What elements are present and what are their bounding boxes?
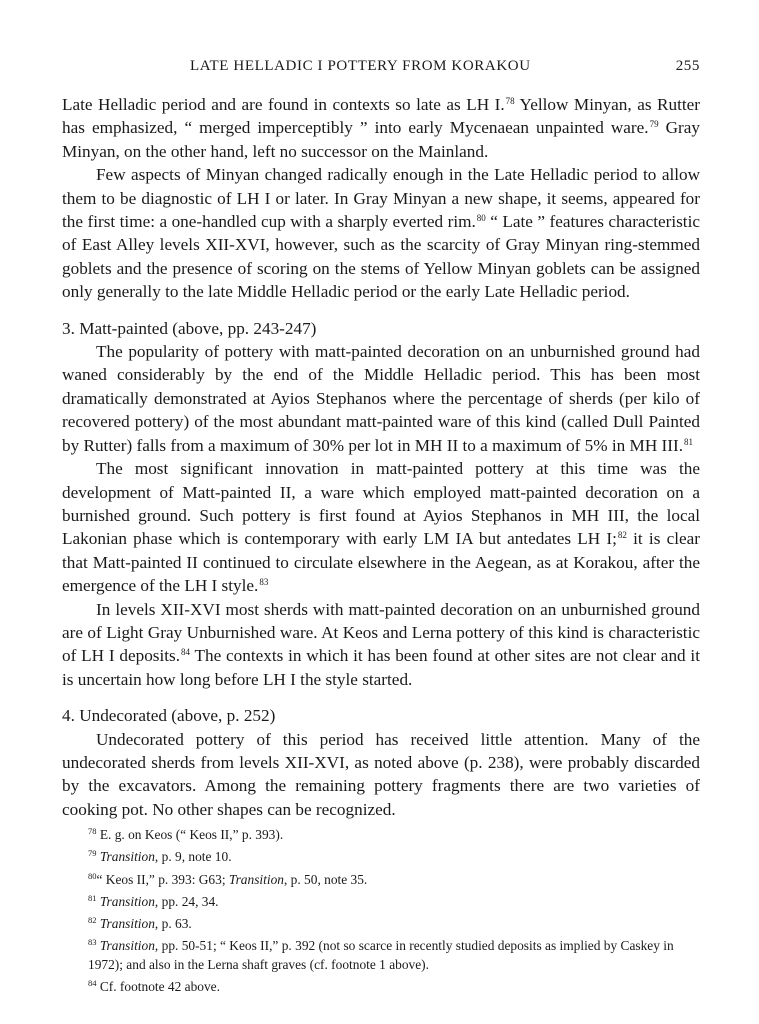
paragraph-6 <box>62 728 700 822</box>
footnote-ref-79: 79 <box>649 119 659 130</box>
footnote-84 <box>62 974 700 996</box>
footnote-italic: Transition <box>228 871 284 887</box>
running-header <box>62 58 700 80</box>
footnote-text: “ Keos II,” p. 393: G63; <box>96 871 229 887</box>
footnote-number: 80 <box>88 870 97 881</box>
footnote-italic: Transition <box>96 893 155 909</box>
footnote-81 <box>62 889 700 911</box>
footnote-italic: Transition <box>96 916 155 932</box>
footnote-number: 83 <box>88 937 97 948</box>
footnote-ref-83: 83 <box>259 577 269 588</box>
text-run: In levels XII-XVI most sherds with matt-painted decoration on an unburnished ground are of Light Gray Unburnished ware. At Keos and Lerna pottery of this kind is characteristic of LH I deposits. <box>62 599 700 666</box>
page-number: 255 <box>675 58 700 74</box>
text-run: Gray Minyan, on the other hand, left no successor on the Mainland. <box>62 118 700 161</box>
footnote-text: , p. 9, note 10. <box>154 849 232 865</box>
text-run: The most significant innovation in matt-painted pottery at this time was the development of Matt-painted II, a ware which employed matt-painted decoration on a burnished ground. Such pottery is first found at Ayios Stephanos in MH III, the local Lakonian phase which is contemporary with early LM IA but antedates LH I; <box>62 459 700 549</box>
footnote-82 <box>62 911 700 933</box>
paragraph-5 <box>62 598 700 692</box>
paragraph-2 <box>62 163 700 303</box>
footnote-ref-78: 78 <box>505 96 515 106</box>
body-text <box>62 93 700 821</box>
footnote-italic: Transition <box>96 938 155 954</box>
text-run: Yellow Minyan, as Rutter has emphasized, “ merged imperceptibly ” into early Mycenaean unpainted ware. <box>62 95 700 138</box>
section-heading-undecorated: 4. Undecorated (above, p. 252) <box>62 706 276 726</box>
paragraph-4 <box>62 457 700 597</box>
footnote-ref-82: 82 <box>617 530 627 541</box>
footnote-number: 84 <box>88 978 97 989</box>
footnote-text: , pp. 24, 34. <box>154 893 219 909</box>
footnote-number: 82 <box>88 915 97 926</box>
text-run: Undecorated pottery of this period has received little attention. Many of the undecorated sherds from levels XII-XVI, as noted above (p. 238), were probably discarded by the excavators. Among the remaining pottery fragments there are two varieties of cooking pot. No other shapes can be recognized. <box>62 729 700 819</box>
footnote-number: 79 <box>88 848 97 859</box>
footnote-text: , pp. 50-51; “ Keos II,” p. 392 (not so scarce in recently studied deposits as implied by Caskey in 1972); and also in the Lerna shaft graves (cf. footnote 1 above). <box>88 938 674 972</box>
footnote-ref-80: 80 <box>476 213 486 224</box>
footnotes <box>62 822 700 996</box>
paragraph-1 <box>62 93 700 163</box>
text-run: Late Helladic period and are found in contexts so late as LH I. <box>62 95 505 114</box>
footnote-number: 78 <box>88 826 97 836</box>
footnote-italic: Transition <box>96 849 155 865</box>
text-run: The contexts in which it has been found at other sites are not clear and it is uncertain how long before LH I the style started. <box>62 646 700 689</box>
footnote-ref-84: 84 <box>181 647 191 658</box>
footnote-number: 81 <box>88 892 97 903</box>
footnote-text: E. g. on Keos (“ Keos II,” p. 393). <box>96 827 284 842</box>
text-run: it is clear that Matt-painted II continued to circulate elsewhere in the Aegean, as at Korakou, after the emergence of the LH I style. <box>62 529 700 596</box>
footnote-83 <box>62 933 700 974</box>
section-heading-matt-painted: 3. Matt-painted (above, pp. 243-247) <box>62 318 317 338</box>
paragraph-3 <box>62 340 700 457</box>
footnote-text: , p. 63. <box>154 916 192 932</box>
footnote-80 <box>62 867 700 889</box>
footnote-ref-81: 81 <box>684 436 694 447</box>
footnote-text: Cf. footnote 42 above. <box>96 979 220 995</box>
footnote-79 <box>62 844 700 866</box>
text-run: Few aspects of Minyan changed radically enough in the Late Helladic period to allow them to be diagnostic of LH I or later. In Gray Minyan a new shape, it seems, appeared for the first time: a one-handled cup with a sharply everted rim. <box>62 165 700 232</box>
text-run: The popularity of pottery with matt-painted decoration on an unburnished ground had waned considerably by the end of the Middle Helladic period. This has been most dramatically demonstrated at Ayios Stephanos where the percentage of sherds (per kilo of recovered pottery) of the most abundant matt-painted ware of this kind (called Dull Painted by Rutter) falls from a maximum of 30% per lot in MH II to a maximum of 5% in MH III. <box>62 342 700 455</box>
footnote-text: , p. 50, note 35. <box>283 871 368 887</box>
text-run: “ Late ” features characteristic of East Alley levels XII-XVI, however, such as the scarcity of Gray Minyan ring-stemmed goblets and the presence of scoring on the stems of Yellow Minyan goblets can be assigned only generally to the late Middle Helladic period or the early Late Helladic period. <box>62 212 700 302</box>
footnote-78 <box>62 822 700 844</box>
running-title: LATE HELLADIC I POTTERY FROM KORAKOU <box>190 58 531 74</box>
